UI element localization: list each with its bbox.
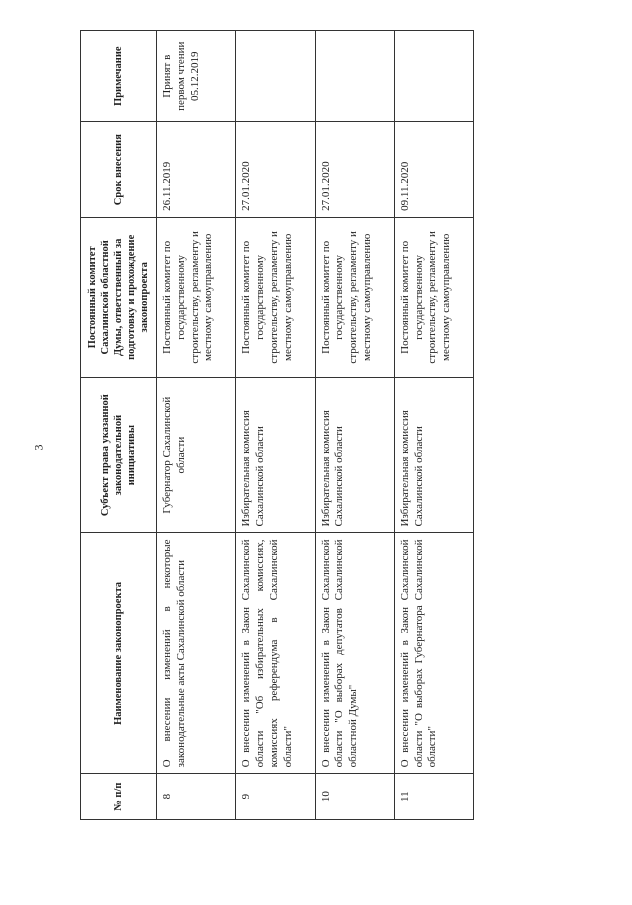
row-deadline: 27.01.2020 bbox=[236, 122, 315, 218]
row-note bbox=[394, 31, 473, 122]
row-deadline: 26.11.2019 bbox=[157, 122, 236, 218]
row-committee: Постоянный комитет по государственному строительству, регламенту и местному самоуправлению bbox=[157, 217, 236, 377]
rotated-table-wrapper bbox=[80, 30, 474, 820]
row-name: О внесении изменений в Закон Сахалинской области "О выборах Губернатора Сахалинской области" bbox=[394, 533, 473, 774]
page-number: 3 bbox=[31, 444, 46, 451]
header-committee: Постоянный комитет Сахалинской областной Думы, ответственный за подготовку и прохождение законопроекта bbox=[81, 217, 157, 377]
header-subject: Субъект права указанной законодательной инициативы bbox=[81, 377, 157, 533]
table-header-row bbox=[81, 31, 157, 820]
bills-table bbox=[80, 30, 474, 820]
table-row bbox=[157, 31, 236, 820]
header-name: Наименование законопроекта bbox=[81, 533, 157, 774]
row-note: Принят в первом чтении 05.12.2019 bbox=[157, 31, 236, 122]
table-row bbox=[394, 31, 473, 820]
row-num: 11 bbox=[394, 774, 473, 820]
row-deadline: 27.01.2020 bbox=[315, 122, 394, 218]
row-num: 9 bbox=[236, 774, 315, 820]
row-subject: Избирательная комиссия Сахалинской области bbox=[315, 377, 394, 533]
row-subject: Губернатор Сахалинской области bbox=[157, 377, 236, 533]
row-name: О внесении изменений в Закон Сахалинской области "О выборах депутатов Сахалинской областной Думы" bbox=[315, 533, 394, 774]
row-committee: Постоянный комитет по государственному строительству, регламенту и местному самоуправлению bbox=[315, 217, 394, 377]
row-committee: Постоянный комитет по государственному строительству, регламенту и местному самоуправлению bbox=[394, 217, 473, 377]
header-note: Примечание bbox=[81, 31, 157, 122]
header-deadline: Срок внесения bbox=[81, 122, 157, 218]
row-deadline: 09.11.2020 bbox=[394, 122, 473, 218]
row-name: О внесении изменений в некоторые законодательные акты Сахалинской области bbox=[157, 533, 236, 774]
header-num: № п/п bbox=[81, 774, 157, 820]
row-subject: Избирательная комиссия Сахалинской области bbox=[236, 377, 315, 533]
row-subject: Избирательная комиссия Сахалинской области bbox=[394, 377, 473, 533]
table-row bbox=[315, 31, 394, 820]
row-note bbox=[236, 31, 315, 122]
table-row bbox=[236, 31, 315, 820]
row-name: О внесении изменений в Закон Сахалинской области "Об избирательных комиссиях, комиссиях референдума в Сахалинской области" bbox=[236, 533, 315, 774]
row-note bbox=[315, 31, 394, 122]
row-num: 10 bbox=[315, 774, 394, 820]
row-num: 8 bbox=[157, 774, 236, 820]
row-committee: Постоянный комитет по государственному строительству, регламенту и местному самоуправлению bbox=[236, 217, 315, 377]
